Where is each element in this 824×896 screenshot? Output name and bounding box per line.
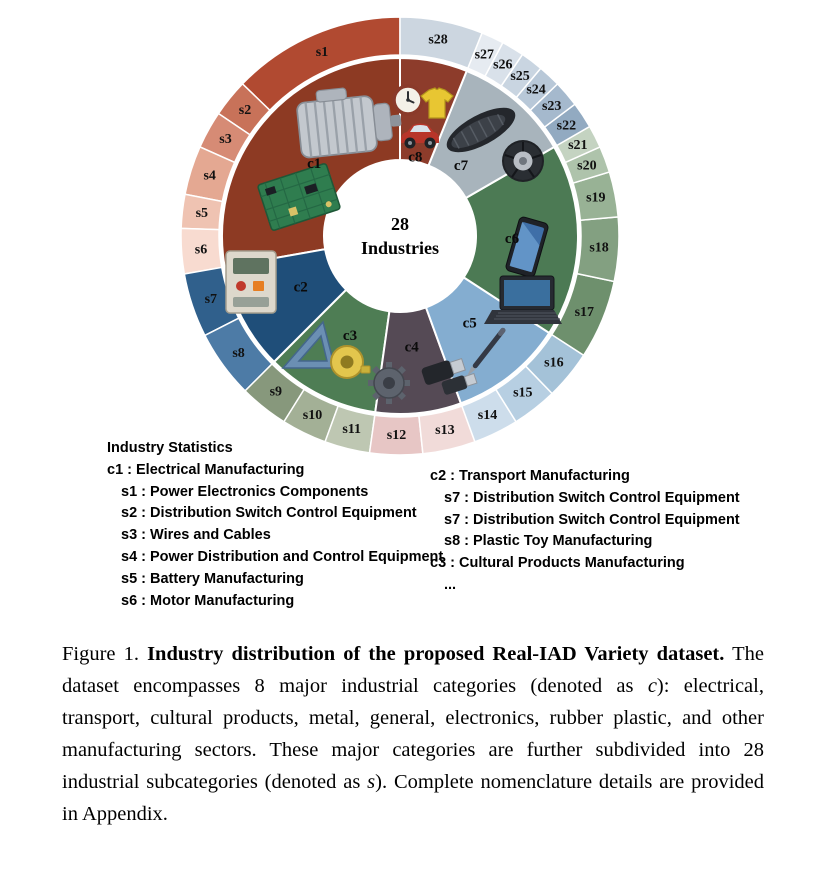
caption-body-1: The dataset encompasses 8 major industrial categories (denoted as [62, 643, 764, 697]
legend-item: ... [444, 576, 457, 593]
outer-label-s15: s15 [513, 385, 533, 401]
legend-item: c2 : Transport Manufacturing [430, 468, 630, 484]
outer-label-s12: s12 [386, 428, 407, 443]
outer-label-s6: s6 [194, 242, 208, 258]
legend-item: s6 : Motor Manufacturing [121, 592, 295, 609]
clock-image [394, 86, 422, 114]
legend-item: s3 : Wires and Cables [121, 527, 271, 544]
outer-label-s11: s11 [342, 422, 362, 438]
legend-item: s8 : Plastic Toy Manufacturing [444, 533, 653, 550]
outer-label-s4: s4 [203, 168, 216, 184]
outer-label-s17: s17 [574, 304, 595, 320]
outer-label-s26: s26 [493, 57, 513, 73]
outer-label-s16: s16 [544, 355, 564, 371]
outer-label-s28: s28 [428, 32, 448, 48]
outer-label-s25: s25 [510, 69, 530, 85]
outer-label-s20: s20 [577, 158, 597, 174]
outer-label-s27: s27 [474, 47, 495, 63]
outer-label-s24: s24 [526, 82, 546, 98]
outer-label-s21: s21 [568, 137, 588, 153]
control-panel-image [226, 251, 276, 313]
outer-label-s2: s2 [238, 103, 252, 118]
industry-statistics-legend-right [430, 466, 740, 597]
outer-label-s22: s22 [556, 118, 577, 134]
outer-label-s23: s23 [541, 98, 562, 114]
inner-label-c4: c4 [404, 339, 419, 356]
figure-caption [62, 638, 764, 830]
gear-image [368, 362, 410, 404]
outer-label-s14: s14 [477, 407, 498, 423]
caption-italic-s: s [367, 771, 376, 793]
caption-figure-label: Figure 1. [62, 643, 139, 665]
inner-label-c5: c5 [462, 315, 477, 332]
legend-item: s7 : Distribution Switch Control Equipment [444, 511, 740, 528]
legend-item: c1 : Electrical Manufacturing [107, 461, 305, 478]
inner-label-c6: c6 [504, 230, 520, 247]
caption-body-3: ). Complete nomenclature details are provided in Appendix. [62, 771, 764, 825]
outer-label-s19: s19 [586, 190, 606, 206]
legend-left-items [107, 460, 443, 613]
outer-label-s1: s1 [315, 44, 329, 60]
center-label-line1: 28 [391, 214, 409, 234]
outer-label-s9: s9 [269, 384, 283, 400]
legend-item: s5 : Battery Manufacturing [121, 570, 304, 587]
outer-label-s13: s13 [435, 422, 455, 438]
legend-item: s4 : Power Distribution and Control Equipment [121, 548, 444, 565]
outer-label-s18: s18 [589, 240, 609, 256]
legend-title: Industry Statistics [107, 440, 233, 456]
outer-label-s8: s8 [232, 345, 245, 361]
legend-item: c3 : Cultural Products Manufacturing [430, 555, 685, 572]
industry-statistics-legend-left [107, 438, 443, 612]
inner-label-c7: c7 [453, 157, 469, 174]
inner-label-c8: c8 [408, 149, 423, 166]
outer-label-s7: s7 [204, 291, 218, 307]
outer-label-s5: s5 [195, 205, 209, 221]
caption-italic-c: c [647, 675, 657, 697]
center-label-line2: Industries [360, 238, 440, 258]
caption-title: Industry distribution of the proposed Real-IAD Variety dataset. [147, 643, 725, 665]
outer-label-s3: s3 [219, 131, 232, 147]
inner-label-c1: c1 [307, 156, 322, 172]
inner-label-c2: c2 [293, 279, 308, 296]
outer-label-s10: s10 [302, 407, 323, 423]
legend-item: s1 : Power Electronics Components [121, 483, 369, 500]
tire-image [502, 140, 544, 182]
inner-label-c3: c3 [342, 328, 358, 345]
legend-item: s2 : Distribution Switch Control Equipment [121, 505, 417, 522]
legend-item: s7 : Distribution Switch Control Equipment [444, 489, 740, 506]
caption-body-2: ): electrical, transport, cultural products, metal, general, electronics, rubber plastic, and other manufacturing sectors. These major categories are further subdivided into 28 industrial subcategories (denoted as [62, 675, 764, 793]
